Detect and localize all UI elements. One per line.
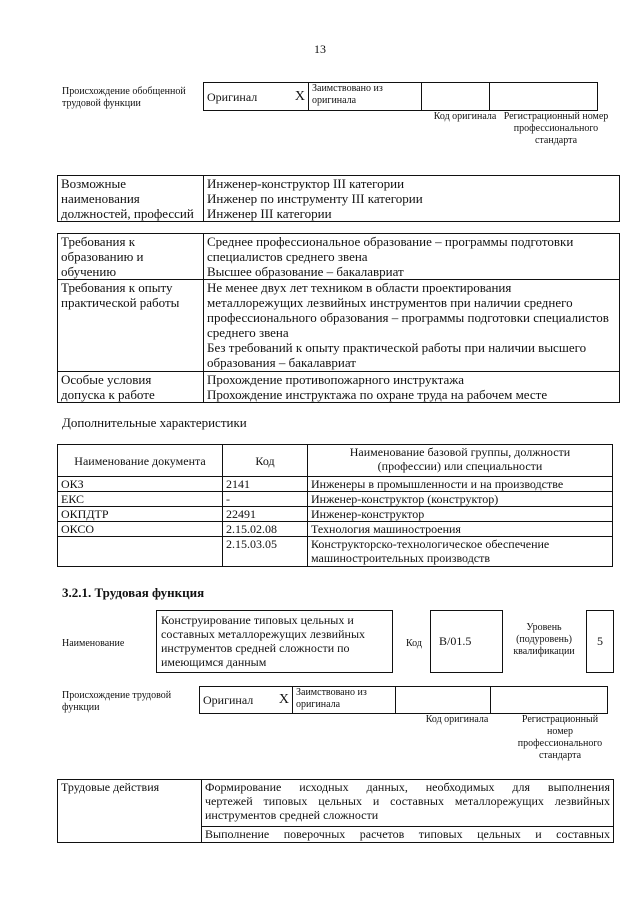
code-original-caption: Код оригинала [433,111,497,122]
origin-table [203,82,598,111]
name-cell: Инженеры в промышленности и на производстве [308,477,613,492]
col-document-header: Наименование документа [58,445,223,477]
reg-number-caption: Регистрационный номер профессионального стандарта [503,111,609,146]
name-cell: Инженер-конструктор [308,507,613,522]
borrowed-label: Заимствовано из оригинала [312,83,383,106]
page-number: 13 [314,42,326,56]
doc-cell: ОКСО [58,522,223,537]
origin2-label: Происхождение трудовой функции [62,690,172,713]
code-cell: 22491 [223,507,308,522]
qualification-level-label: Уровень (подуровень) квалификации [513,622,575,657]
positions-label: Возможные наименования должностей, профессий [58,176,204,222]
origin-label: Происхождение обобщенной трудовой функции [62,86,186,109]
code-cell: 2141 [223,477,308,492]
code-cell: - [223,492,308,507]
action-item: Формирование исходных данных, необходимых для выполнения чертежей типовых цельных и составных металлорежущих лезвийных инструментов средней сложности [202,780,614,827]
origin2-table [199,686,608,714]
section-heading: 3.2.1. Трудовая функция [62,585,205,600]
function-code-box: B/01.5 [430,610,503,673]
table-row [58,537,613,567]
function-name-label: Наименование [62,638,125,649]
function-name-box: Конструирование типовых цельных и составных металлорежущих лезвийных инструментов средней сложности по имеющимся данным [156,610,393,673]
education-label: Требования к образованию и обучению [58,234,204,280]
qualification-level-box: 5 [586,610,614,673]
code-original-caption: Код оригинала [425,714,489,725]
positions-list [204,176,620,222]
special-conditions-label: Особые условия допуска к работе [58,372,204,403]
action-item: Выполнение поверочных расчетов типовых цельных и составных [202,827,614,843]
doc-cell: ОКПДТР [58,507,223,522]
doc-cell [58,537,223,567]
reg-number-caption: Регистрационный номер профессионального стандарта [517,714,603,761]
positions-table [57,175,620,222]
additional-table [57,444,613,567]
education-text: Среднее профессиональное образование – программы подготовки специалистов среднего звена Высшее образование – бакалавриат [204,234,620,280]
table-row [58,492,613,507]
table-row [58,507,613,522]
doc-cell: ОКЗ [58,477,223,492]
actions-table [57,779,614,843]
additional-heading: Дополнительные характеристики [62,415,247,430]
position-item: Инженер-конструктор III категории [207,176,405,191]
position-item: Инженер III категории [207,206,332,221]
name-cell: Технология машиностроения [308,522,613,537]
original-mark: X [278,692,289,707]
col-code-header: Код [223,445,308,477]
borrowed-label: Заимствовано из оригинала [296,687,367,710]
original-mark: X [294,88,305,104]
code-cell: 2.15.02.08 [223,522,308,537]
requirements-table [57,233,620,403]
name-cell: Инженер-конструктор (конструктор) [308,492,613,507]
code-cell: 2.15.03.05 [223,537,308,567]
function-code-label: Код [406,638,422,649]
position-item: Инженер по инструменту III категории [207,191,423,206]
table-row [58,522,613,537]
doc-cell: ЕКС [58,492,223,507]
special-conditions-text: Прохождение противопожарного инструктажа Прохождение инструктажа по охране труда на рабочем месте [204,372,620,403]
actions-label: Трудовые действия [58,780,202,843]
table-row [58,477,613,492]
experience-label: Требования к опыту практической работы [58,280,204,372]
name-cell: Конструкторско-технологическое обеспечение машиностроительных производств [308,537,613,567]
col-name-header: Наименование базовой группы, должности (профессии) или специальности [308,445,613,477]
experience-text: Не менее двух лет техником в области проектирования металлорежущих лезвийных инструментов при наличии среднего профессионального образования – программы подготовки специалистов среднего звена Без требований к опыту практической работы при наличии высшего образования – бакалавриат [204,280,620,372]
original-label: Оригинал [207,89,258,104]
original-label: Оригинал [203,693,254,707]
